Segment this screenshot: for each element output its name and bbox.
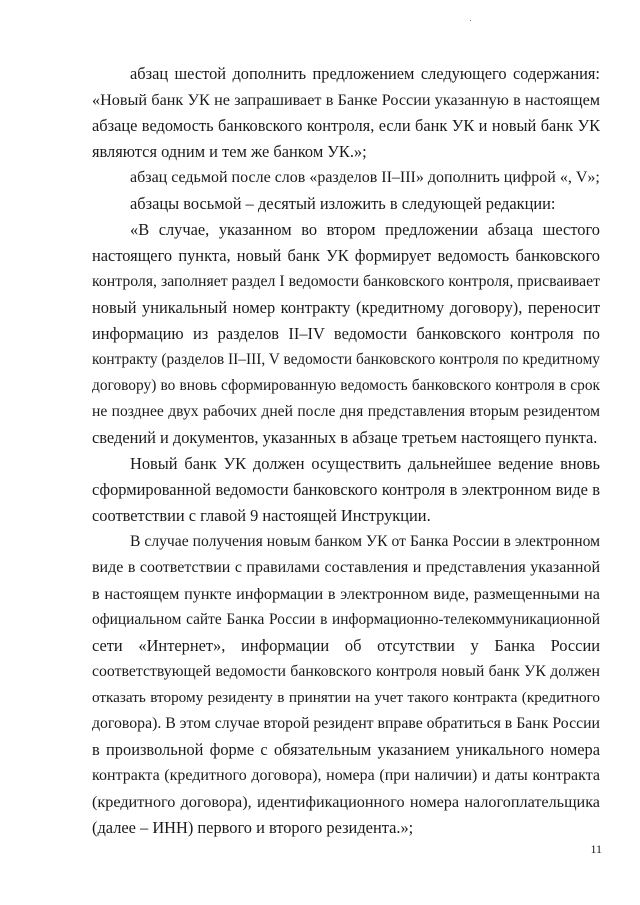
page-number: 11: [590, 842, 602, 856]
text-line: договора). В этом случае второй резидент вправе обратиться в Банк России: [92, 715, 600, 732]
text-line: (кредитного договора), идентификационного номера налогоплательщика: [92, 793, 600, 811]
text-line: сети «Интернет», информации об отсутствии у Банка России: [92, 636, 600, 655]
scan-speck: [470, 20, 471, 21]
text-line: контракта (кредитного договора), номера (при наличии) и даты контракта: [92, 767, 600, 784]
text-line: абзац седьмой после слов «разделов II–III» дополнить цифрой «, V»;: [130, 169, 600, 186]
text-line: не позднее двух рабочих дней после дня представления вторым резидентом: [92, 403, 600, 420]
text-line: абзаце ведомость банковского контроля, если банк УК и новый банк УК: [92, 116, 600, 135]
text-line: (далее – ИНН) первого и второго резидента.»;: [92, 818, 414, 837]
text-line: соответствующей ведомости банковского контроля новый банк УК должен: [92, 663, 600, 680]
text-line: новый уникальный номер контракту (кредитному договору), переносит: [92, 298, 600, 317]
text-line: информацию из разделов II–IV ведомости банковского контроля по: [92, 324, 600, 343]
text-line: настоящего пункта, новый банк УК формирует ведомость банковского: [92, 246, 600, 265]
text-line: сформированной ведомости банковского контроля в электронном виде в: [92, 480, 600, 499]
text-line: официальном сайте Банка России в информационно-телекоммуникационной: [92, 611, 600, 628]
text-line: абзац шестой дополнить предложением следующего содержания:: [130, 64, 600, 83]
text-line: соответствии с главой 9 настоящей Инструкции.: [92, 506, 431, 525]
text-line: в произвольной форме с обязательным указанием уникального номера: [92, 740, 600, 759]
text-line: контракту (разделов II–III, V ведомости банковского контроля по кредитному: [92, 351, 600, 368]
text-line: «Новый банк УК не запрашивает в Банке России указанную в настоящем: [92, 91, 600, 109]
text-line: абзацы восьмой – десятый изложить в следующей редакции:: [130, 194, 556, 213]
text-line: контроля, заполняет раздел I ведомости банковского контроля, присваивает: [92, 273, 600, 290]
text-line: являются одним и тем же банком УК.»;: [92, 142, 367, 161]
text-line: виде в соответствии с правилами составления и представления указанной: [92, 559, 600, 576]
text-line: договору) во вновь сформированную ведомость банковского контроля в срок: [92, 377, 600, 394]
text-line: сведений и документов, указанных в абзаце третьем настоящего пункта.: [92, 428, 598, 447]
text-line: В случае получения новым банком УК от Банка России в электронном: [130, 533, 600, 550]
text-line: Новый банк УК должен осуществить дальнейшее ведение вновь: [130, 454, 600, 473]
text-line: «В случае, указанном во втором предложении абзаца шестого: [130, 220, 600, 239]
text-line: в настоящем пункте информации в электронном виде, размещенными на: [92, 585, 600, 603]
text-line: отказать второму резиденту в принятии на учет такого контракта (кредитного: [92, 689, 600, 706]
